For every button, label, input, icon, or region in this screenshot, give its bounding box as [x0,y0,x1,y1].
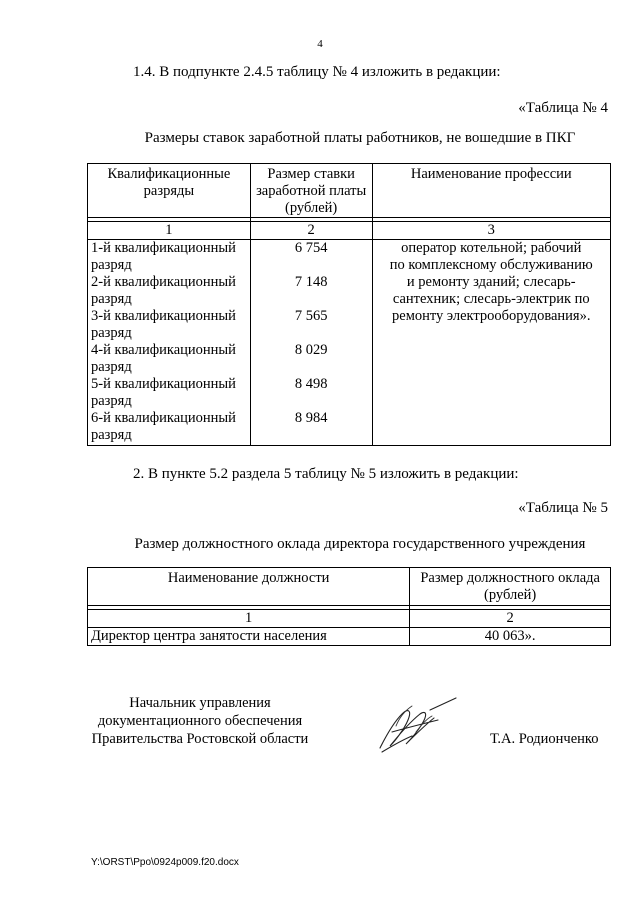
grade-6: 6-й квалификационный разряд [91,410,236,443]
table5 [87,567,611,646]
table5-colnum-1: 1 [88,610,410,628]
grade-1: 1-й квалификационный разряд [91,240,236,273]
rate-6: 8 984 [294,410,328,426]
rate-5: 8 498 [294,376,328,392]
table5-header-position: Наименование должности [88,568,410,606]
grade-3: 3-й квалификационный разряд [91,308,236,341]
table5-header-salary: Размер должностного оклада (рублей) [410,568,611,606]
table4-colnum-3: 3 [372,222,610,240]
rate-3: 7 565 [294,308,328,324]
amendment-item-2: 2. В пункте 5.2 раздела 5 таблицу № 5 изложить в редакции: [133,466,519,482]
table4-number-row [88,222,611,240]
rate-1: 6 754 [294,240,328,256]
page-number: 4 [317,38,323,50]
table5-header-row [88,568,611,606]
table5-caption: Размер должностного оклада директора государственного учреждения [134,536,586,552]
table4-header-profession: Наименование профессии [372,164,610,218]
grade-5: 5-й квалификационный разряд [91,376,236,409]
table5-colnum-2: 2 [410,610,611,628]
table4-rates-cell [250,240,372,446]
table4-colnum-2: 2 [250,222,372,240]
table4-profession-cell: оператор котельной; рабочий по комплексному обслуживанию и ремонту зданий; слесарь- сантехник; слесарь-электрик по ремонту электрооборудования». [372,240,610,446]
rate-2: 7 148 [294,274,328,290]
signatory-title: Начальник управления документационного обеспечения Правительства Ростовской области [91,695,309,747]
table4-caption: Размеры ставок заработной платы работников, не вошедшие в ПКГ [144,130,576,146]
signatory-name: Т.А. Родионченко [490,731,599,747]
table4-header-grade: Квалификационные разряды [88,164,251,218]
table4-header-row [88,164,611,218]
grade-4: 4-й квалификационный разряд [91,342,236,375]
handwritten-signature [372,696,462,758]
amendment-item-1-4: 1.4. В подпункте 2.4.5 таблицу № 4 изложить в редакции: [133,64,501,80]
table4-colnum-1: 1 [88,222,251,240]
table5-position-cell: Директор центра занятости населения [88,628,410,646]
grade-2: 2-й квалификационный разряд [91,274,236,307]
table4-grades-cell [88,240,251,446]
table5-salary-cell: 40 063». [410,628,611,646]
table4-header-rate: Размер ставки заработной платы (рублей) [250,164,372,218]
rate-4: 8 029 [294,342,328,358]
footer-file-path: Y:\ORST\Ppo\0924p009.f20.docx [91,857,239,868]
table5-label: «Таблица № 5 [518,500,608,516]
table5-data-row [88,628,611,646]
table5-number-row [88,610,611,628]
table4-label: «Таблица № 4 [518,100,608,116]
table4-body-row [88,240,611,446]
table4 [87,163,611,446]
